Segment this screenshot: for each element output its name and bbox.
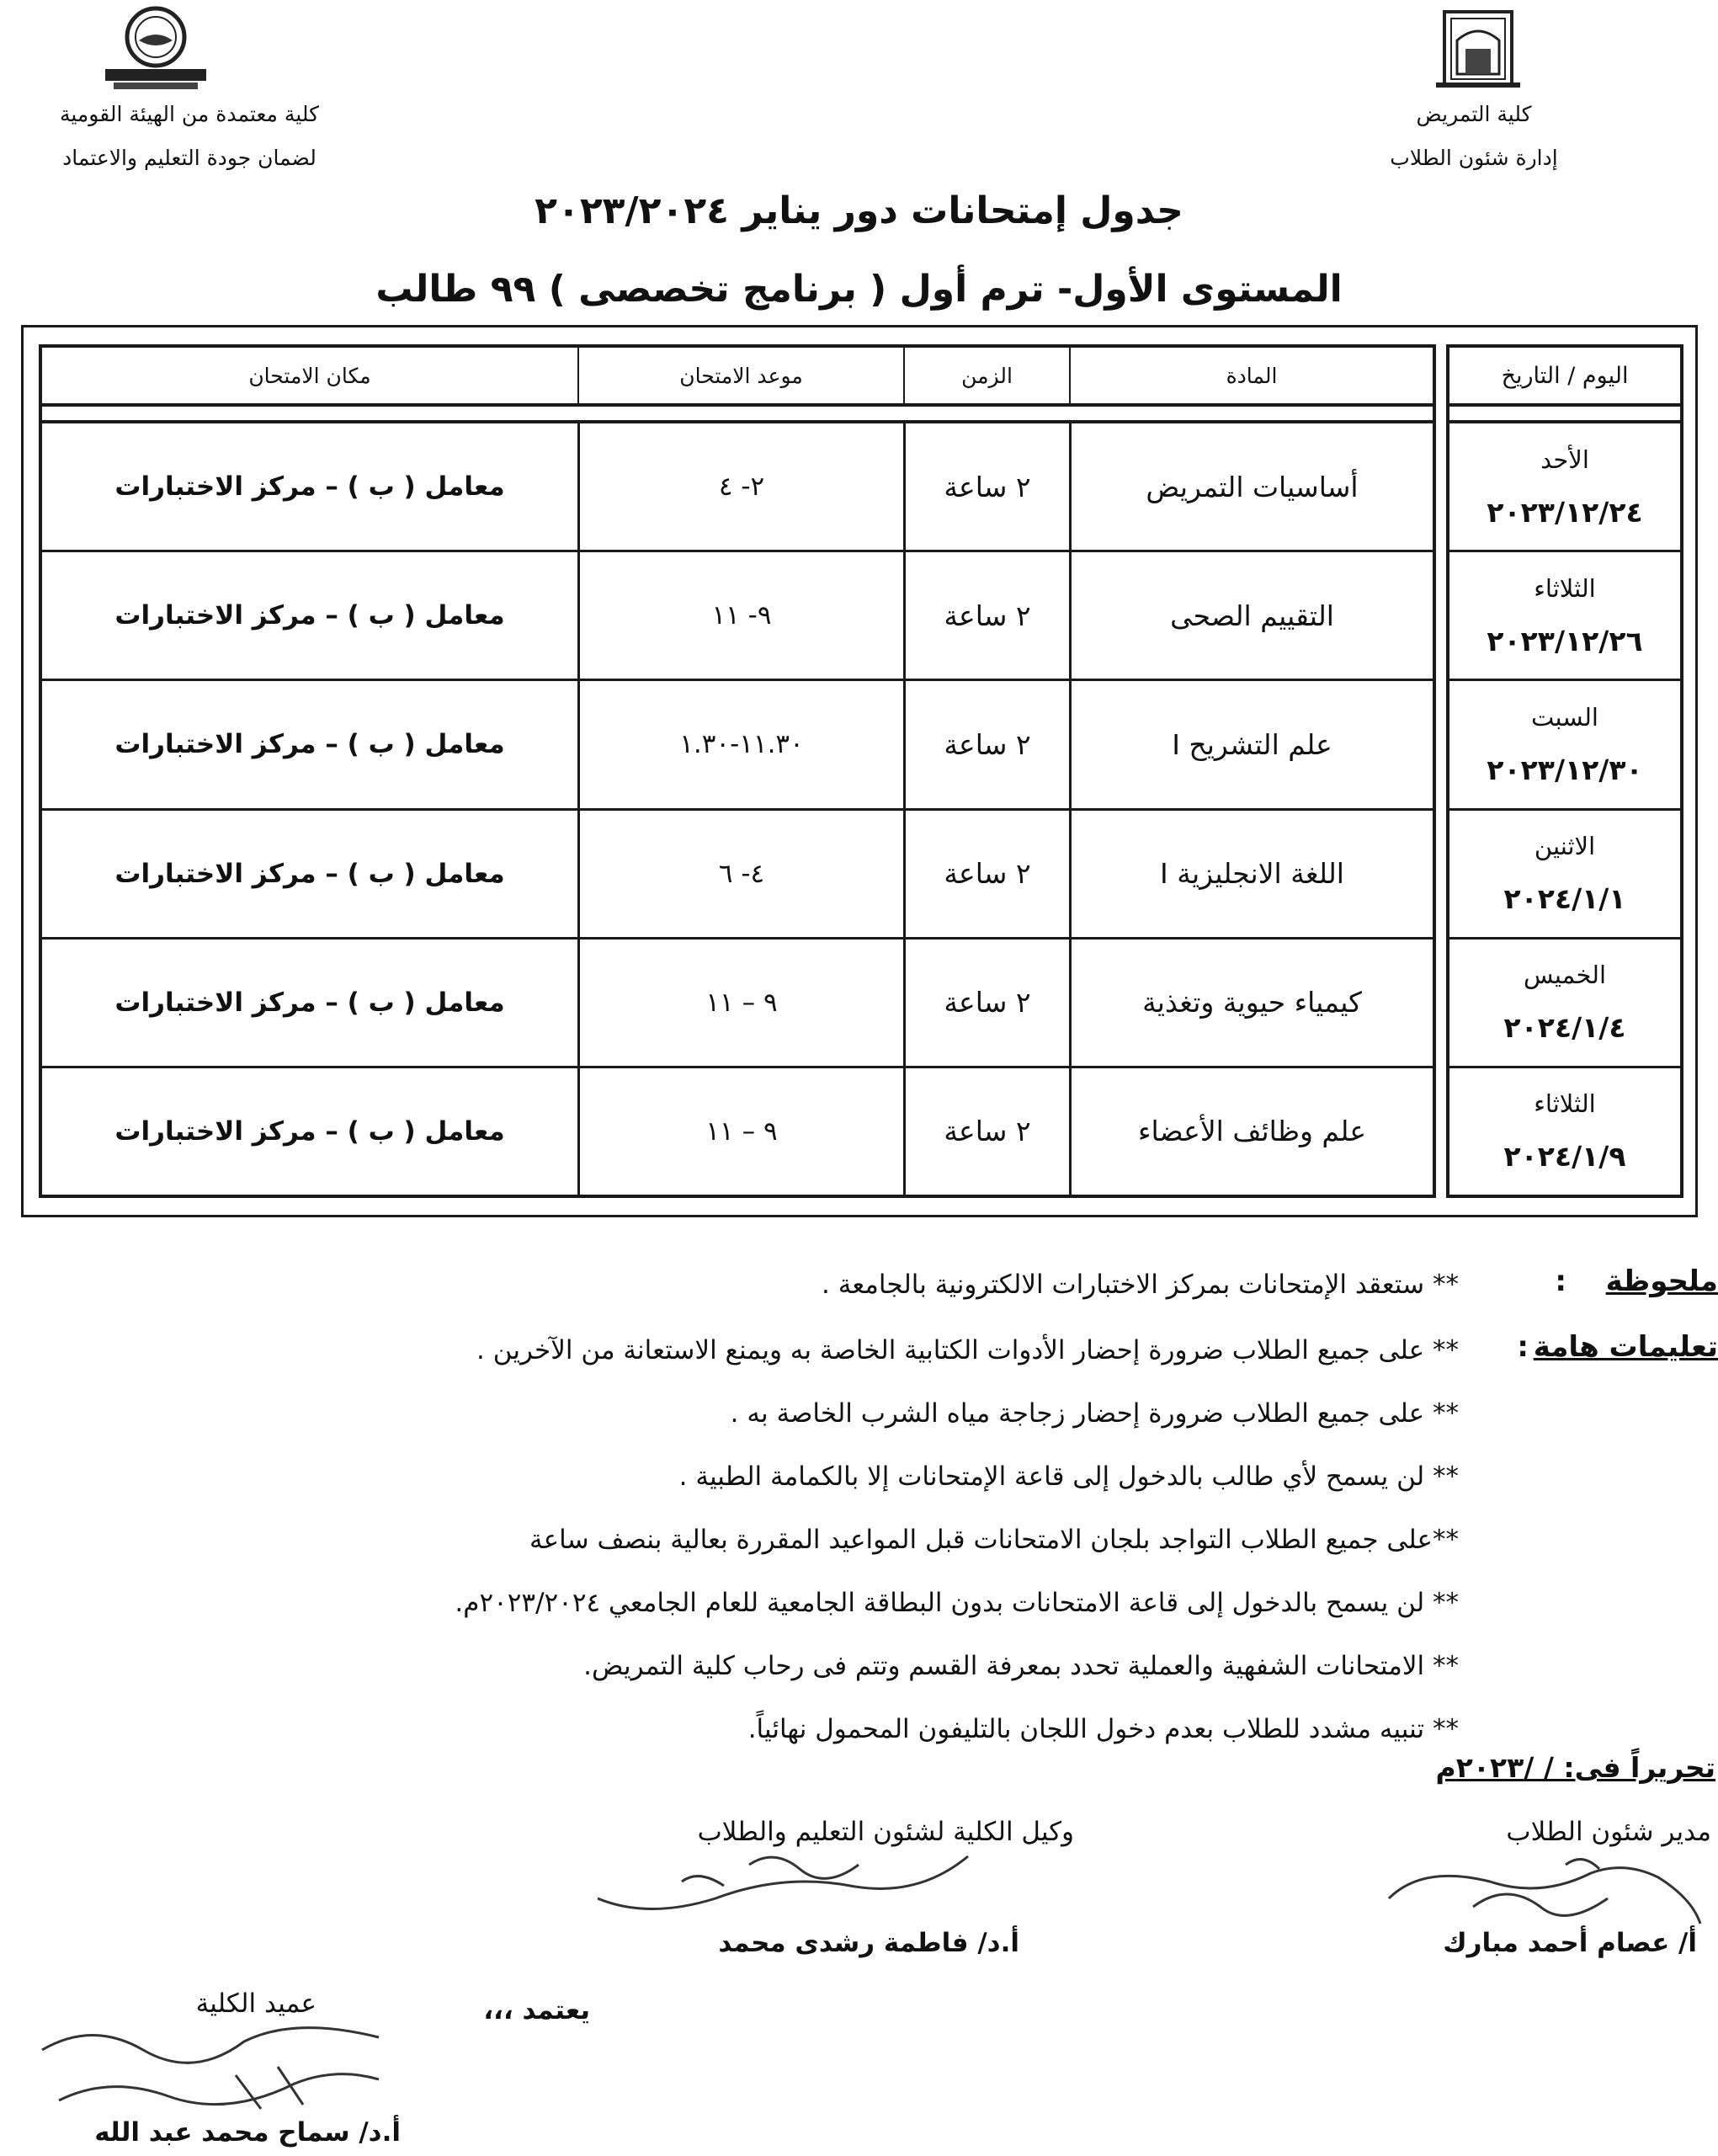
subject-cell: كيمياء حيوية وتغذية — [1069, 940, 1433, 1066]
note-colon: : — [1555, 1264, 1566, 1298]
duration-cell: ٢ ساعة — [903, 423, 1069, 550]
date-cell — [1449, 423, 1680, 552]
time-cell: ٤- ٦ — [577, 811, 903, 937]
place-cell: معامل ( ب ) – مركز الاختبارات — [114, 471, 505, 503]
instructions-colon: : — [1517, 1330, 1529, 1364]
page-subtitle: المستوى الأول- ترم أول ( برنامج تخصصى ) ٩٩ طالب — [375, 268, 1343, 311]
place-cell: معامل ( ب ) – مركز الاختبارات — [114, 987, 505, 1018]
day-date: ٢٠٢٣/١٢/٣٠ — [1487, 753, 1643, 786]
student-affairs-director-title: مدير شئون الطلاب — [1506, 1817, 1711, 1847]
day-name: الخميس — [1523, 961, 1607, 990]
day-name: الاثنين — [1534, 832, 1596, 861]
accreditation-line-1: كلية معتمدة من الهيئة القومية — [59, 102, 320, 126]
table-row — [42, 811, 1433, 940]
instruction-item: ** على جميع الطلاب ضرورة إحضار الأدوات الكتابية الخاصة به ويمنع الاستعانة من الآخرين . — [476, 1335, 1459, 1365]
duration-cell: ٢ ساعة — [903, 940, 1069, 1066]
dean-signature — [25, 2016, 412, 2126]
page-title: جدول إمتحانات دور يناير ٢٠٢٣/٢٠٢٤ — [535, 189, 1183, 232]
duration-cell: ٢ ساعة — [903, 811, 1069, 937]
department-name: إدارة شئون الطلاب — [1390, 146, 1558, 170]
time-cell: ١١.٣٠-١.٣٠ — [577, 681, 903, 807]
time-cell: ٢- ٤ — [577, 423, 903, 550]
duration-cell: ٢ ساعة — [903, 1068, 1069, 1195]
day-date: ٢٠٢٤/١/١ — [1503, 882, 1626, 916]
exam-details-column — [39, 344, 1436, 1198]
accreditation-header — [51, 93, 328, 180]
date-cell — [1449, 940, 1680, 1068]
day-date: ٢٠٢٤/١/٩ — [1503, 1140, 1626, 1174]
table-row — [42, 1068, 1433, 1195]
note-label: ملحوظة — [1605, 1264, 1718, 1298]
day-date: ٢٠٢٣/١٢/٢٤ — [1487, 495, 1643, 529]
duration-cell: ٢ ساعة — [903, 552, 1069, 679]
header-duration: الزمن — [903, 348, 1069, 403]
place-cell: معامل ( ب ) – مركز الاختبارات — [114, 729, 505, 760]
day-name: السبت — [1531, 702, 1598, 732]
time-cell: ٩ – ١١ — [577, 1068, 903, 1195]
faculty-header — [1381, 93, 1566, 180]
subject-cell: اللغة الانجليزية I — [1069, 811, 1433, 937]
instruction-item: ** لن يسمح بالدخول إلى قاعة الامتحانات بدون البطاقة الجامعية للعام الجامعي ٢٠٢٣/٢٠٢٤م. — [455, 1588, 1459, 1618]
instruction-item: ** لن يسمح لأي طالب بالدخول إلى قاعة الإمتحانات إلا بالكمامة الطبية . — [678, 1461, 1459, 1492]
student-affairs-director-name: أ/ عصام أحمد مبارك — [1443, 1928, 1697, 1958]
date-cell — [1449, 1068, 1680, 1195]
header-place: مكان الامتحان — [248, 363, 371, 388]
instruction-item: **على جميع الطلاب التواجد بلجان الامتحانات قبل المواعيد المقررة بعالية بنصف ساعة — [529, 1525, 1459, 1555]
subject-cell: علم وظائف الأعضاء — [1069, 1068, 1433, 1195]
date-cell — [1449, 681, 1680, 810]
table-row — [42, 423, 1433, 552]
exam-table — [21, 325, 1698, 1217]
day-name: الثلاثاء — [1534, 573, 1596, 603]
vice-dean-name: أ.د/ فاطمة رشدى محمد — [718, 1928, 1019, 1958]
duration-cell: ٢ ساعة — [903, 681, 1069, 807]
vice-dean-signature — [581, 1839, 985, 1924]
dean-title: عميد الكلية — [195, 1988, 316, 2019]
date-column — [1446, 344, 1683, 1198]
table-row — [42, 681, 1433, 810]
note-text: ** ستعقد الإمتحانات بمركز الاختبارات الالكترونية بالجامعة . — [822, 1270, 1459, 1300]
subject-cell: علم التشريح I — [1069, 681, 1433, 807]
faculty-name: كلية التمريض — [1416, 102, 1532, 126]
place-cell: معامل ( ب ) – مركز الاختبارات — [114, 600, 505, 631]
instruction-item: ** الامتحانات الشفهية والعملية تحدد بمعرفة القسم وتتم فى رحاب كلية التمريض. — [583, 1651, 1459, 1681]
instructions-label: تعليمات هامة — [1533, 1330, 1718, 1364]
day-date: ٢٠٢٤/١/٤ — [1503, 1011, 1626, 1045]
director-signature — [1372, 1848, 1709, 1940]
nursing-faculty-logo — [1419, 7, 1537, 91]
accreditation-line-2: لضمان جودة التعليم والاعتماد — [62, 146, 316, 170]
dean-name: أ.د/ سماح محمد عبد الله — [94, 2117, 401, 2148]
table-row — [42, 552, 1433, 681]
table-header — [42, 348, 1433, 407]
instruction-item: ** على جميع الطلاب ضرورة إحضار زجاجة مياه الشرب الخاصة به . — [730, 1398, 1459, 1429]
place-cell: معامل ( ب ) – مركز الاختبارات — [114, 858, 505, 889]
header-time: موعد الامتحان — [577, 348, 903, 403]
instruction-item: ** تنبيه مشدد للطلاب بعدم دخول اللجان بالتليفون المحمول نهائياً. — [747, 1714, 1459, 1744]
subject-cell: التقييم الصحى — [1069, 552, 1433, 679]
header-subject: المادة — [1069, 348, 1433, 403]
date-cell — [1449, 811, 1680, 940]
table-row — [42, 940, 1433, 1068]
time-cell: ٩ – ١١ — [577, 940, 903, 1066]
time-cell: ٩- ١١ — [577, 552, 903, 679]
day-name: الثلاثاء — [1534, 1089, 1596, 1119]
written-date: تحريراً فى: / /٢٠٢٣م — [1435, 1751, 1715, 1784]
subject-cell: أساسيات التمريض — [1069, 423, 1433, 550]
date-cell — [1449, 552, 1680, 681]
approval-label: يعتمد ،،، — [483, 1995, 590, 2026]
accreditation-logo — [101, 3, 210, 92]
day-date: ٢٠٢٣/١٢/٢٦ — [1487, 624, 1643, 657]
place-cell: معامل ( ب ) – مركز الاختبارات — [114, 1115, 505, 1147]
vice-dean-title: وكيل الكلية لشئون التعليم والطلاب — [697, 1817, 1074, 1847]
day-name: الأحد — [1540, 445, 1589, 474]
header-date: اليوم / التاريخ — [1449, 348, 1680, 407]
